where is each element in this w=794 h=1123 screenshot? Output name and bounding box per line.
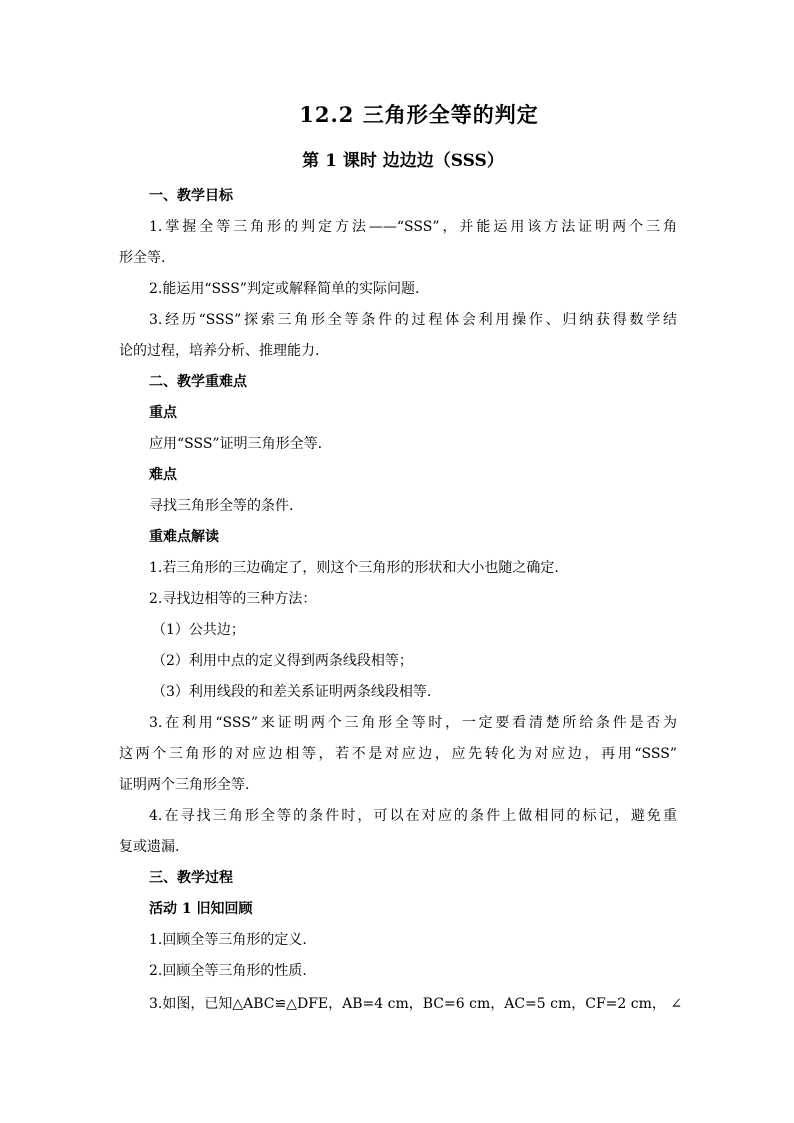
paragraph-line: 1.掌握全等三角形的判定方法——“SSS”，并能运用该方法证明两个三角 (149, 219, 677, 235)
paragraph-line: 2.回顾全等三角形的性质. (149, 963, 307, 979)
paragraph-line: 这两个三角形的对应边相等，若不是对应边，应先转化为对应边，再用“SSS” (119, 746, 677, 762)
list-item: （2）利用中点的定义得到两条线段相等； (152, 653, 413, 669)
page-title: 12.2 三角形全等的判定 (299, 102, 539, 127)
paragraph-line: 3.在利用“SSS”来证明两个三角形全等时，一定要看清楚所给条件是否为 (149, 715, 677, 731)
section-heading-key-points: 二、教学重难点 (149, 374, 247, 390)
subheading-difficulty: 难点 (149, 467, 177, 483)
section-heading-objectives: 一、教学目标 (149, 188, 233, 204)
subheading-key: 重点 (149, 405, 177, 421)
paragraph-line: 3.经历“SSS”探索三角形全等条件的过程体会利用操作、归纳获得数学结 (149, 312, 677, 328)
paragraph-line: 证明两个三角形全等. (119, 777, 250, 793)
paragraph-line: 复或遗漏. (119, 839, 180, 855)
list-item: （3）利用线段的和差关系证明两条线段相等. (152, 684, 432, 700)
paragraph-line: 2.能运用“SSS”判定或解释简单的实际问题. (149, 281, 420, 297)
paragraph-line: 形全等. (119, 250, 166, 266)
paragraph-line: 4.在寻找三角形全等的条件时，可以在对应的条件上做相同的标记，避免重 (149, 808, 677, 824)
subheading-interpretation: 重难点解读 (149, 529, 219, 545)
paragraph-line: 2.寻找边相等的三种方法： (149, 591, 317, 607)
paragraph-line: 3.如图，已知△ABC≌△DFE，AB=4 cm，BC=6 cm，AC=5 cm，CF=2 cm， ∠ (149, 996, 683, 1012)
paragraph-line: 应用“SSS”证明三角形全等. (149, 436, 323, 452)
subheading-activity-1: 活动 1 旧知回顾 (149, 901, 253, 917)
paragraph-line: 1.回顾全等三角形的定义. (149, 932, 307, 948)
paragraph-line: 1.若三角形的三边确定了，则这个三角形的形状和大小也随之确定. (149, 560, 559, 576)
list-item: （1）公共边； (152, 622, 245, 638)
paragraph-line: 寻找三角形全等的条件. (149, 498, 294, 514)
page-subtitle: 第 1 课时 边边边（SSS） (302, 151, 504, 171)
section-heading-process: 三、教学过程 (149, 870, 233, 886)
paragraph-line: 论的过程，培养分析、推理能力. (119, 343, 320, 359)
